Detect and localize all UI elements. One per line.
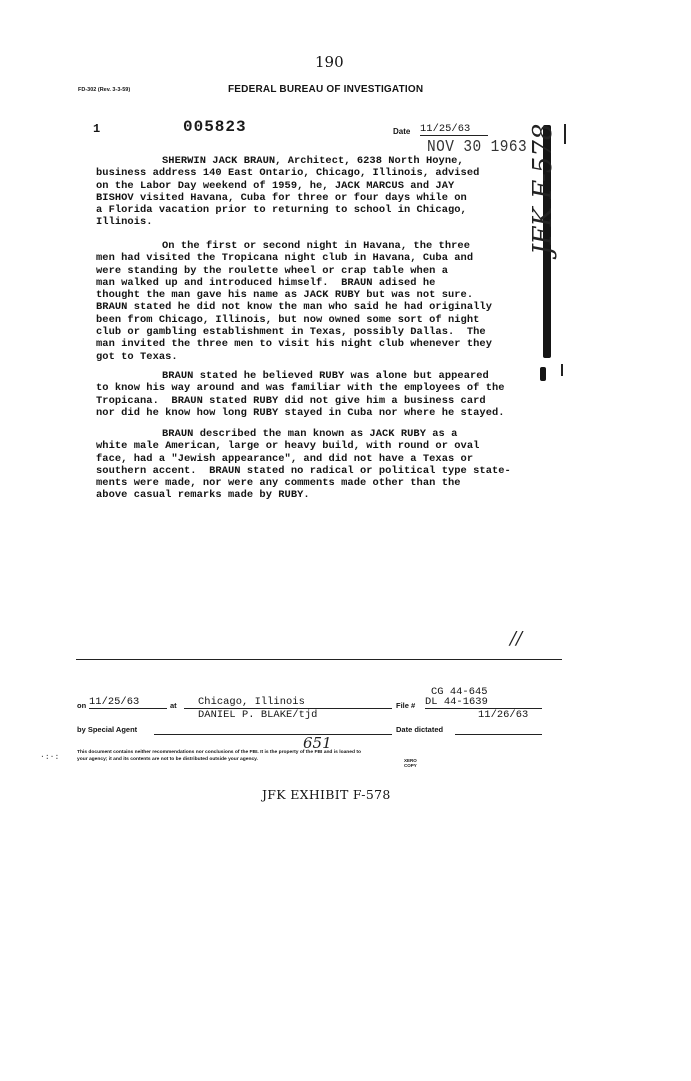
text-line: BRAUN stated he believed RUBY was alone but appeared [162,370,489,382]
dictated-date: 11/26/63 [478,709,529,721]
agent-name: DANIEL P. BLAKE/tjd [198,709,318,721]
text-line: man walked up and introduced himself. BRAUN adised he [96,276,436,289]
disclaimer-line-2: your agency; it and its contents are not to be distributed outside your agency. [77,757,258,762]
handwritten-exhibit-label: JFK F-578 [528,123,558,255]
form-code: FD-302 (Rev. 3-3-59) [78,87,131,93]
at-label: at [170,701,177,710]
text-line: been from Chicago, Illinois, but now owned some sort of night [96,313,480,326]
text-line: face, had a "Jewish appearance", and did not have a Texas or [96,452,474,465]
paragraph-1 [96,155,556,229]
text-line: Tropicana. BRAUN stated RUBY did not give him a business card [96,394,486,407]
text-line: man invited the three men to visit his night club whenever they [96,338,492,351]
text-line: men had visited the Tropicana night club in Havana, Cuba and [96,252,474,265]
agent-underline [154,734,392,735]
margin-tick-mark-lower [561,364,563,376]
text-line: SHERWIN JACK BRAUN, Architect, 6238 North Hoyne, [162,155,464,167]
text-line: on the Labor Day weekend of 1959, he, JACK MARCUS and JAY [96,179,455,192]
text-line: to know his way around and was familiar with the employees of the [96,382,505,395]
xero-copy-stamp: XERO COPY [404,758,417,768]
interview-location: Chicago, Illinois [184,696,392,709]
text-line: Illinois. [96,216,153,229]
text-line: a Florida vacation prior to returning to school in Chicago, [96,204,467,217]
paragraph-2 [96,240,556,363]
date-value: 11/25/63 [420,123,488,136]
text-line: BRAUN stated he did not know the man who said he had originally [96,301,492,314]
agency-header: FEDERAL BUREAU OF INVESTIGATION [228,84,424,95]
text-line: were standing by the roulette wheel or crap table when a [96,264,448,277]
special-agent-label: by Special Agent [77,725,138,734]
text-line: club or gambling establishment in Texas, possibly Dallas. The [96,326,486,339]
received-date-stamp: NOV 30 1963 [427,138,528,157]
page-marker: 1 [93,122,101,136]
text-line: thought the man gave his name as JACK RUBY but was not sure. [96,289,474,302]
file-dl-number: DL 44-1639 [425,696,542,709]
dictated-underline [455,734,542,735]
text-line: BRAUN described the man known as JACK RUBY as a [162,428,458,440]
margin-tick-mark [564,124,566,144]
file-cg-number: CG 44-645 [431,686,488,698]
text-line: southern accent. BRAUN stated no radical or political type state- [96,464,511,477]
interview-date: 11/25/63 [89,696,167,709]
text-line: nor did he know how long RUBY stayed in Cuba nor where he stayed. [96,406,505,419]
text-line: BISHOV visited Havana, Cuba for three or four days while on [96,191,467,204]
text-line: business address 140 East Ontario, Chicago, Illinois, advised [96,167,480,180]
text-line: got to Texas. [96,350,178,363]
text-line: white male American, large or heavy build, with round or oval [96,440,480,453]
file-label: File # [396,701,416,710]
text-line: On the first or second night in Havana, the three [162,240,470,252]
on-label: on [77,701,87,710]
handwritten-page-number: 651 [303,734,332,752]
date-dictated-label: Date dictated [396,725,444,734]
disclaimer-line-1: This document contains neither recommendations nor conclusions of the FBI. It is the property of the FBI and is loaned to [77,750,361,755]
footer-divider [76,659,562,660]
handwritten-mark: // [510,628,523,649]
exhibit-caption: JFK EXHIBIT F-578 [262,787,391,802]
page-number: 190 [315,53,344,71]
text-line: above casual remarks made by RUBY. [96,489,310,502]
paragraph-3 [96,370,556,419]
paragraph-4 [96,428,556,502]
margin-scribble: ·:·: [40,752,60,761]
doc-number: 005823 [183,118,247,136]
text-line: ments were made, nor were any comments made other than the [96,477,461,490]
date-label: Date [393,127,411,136]
